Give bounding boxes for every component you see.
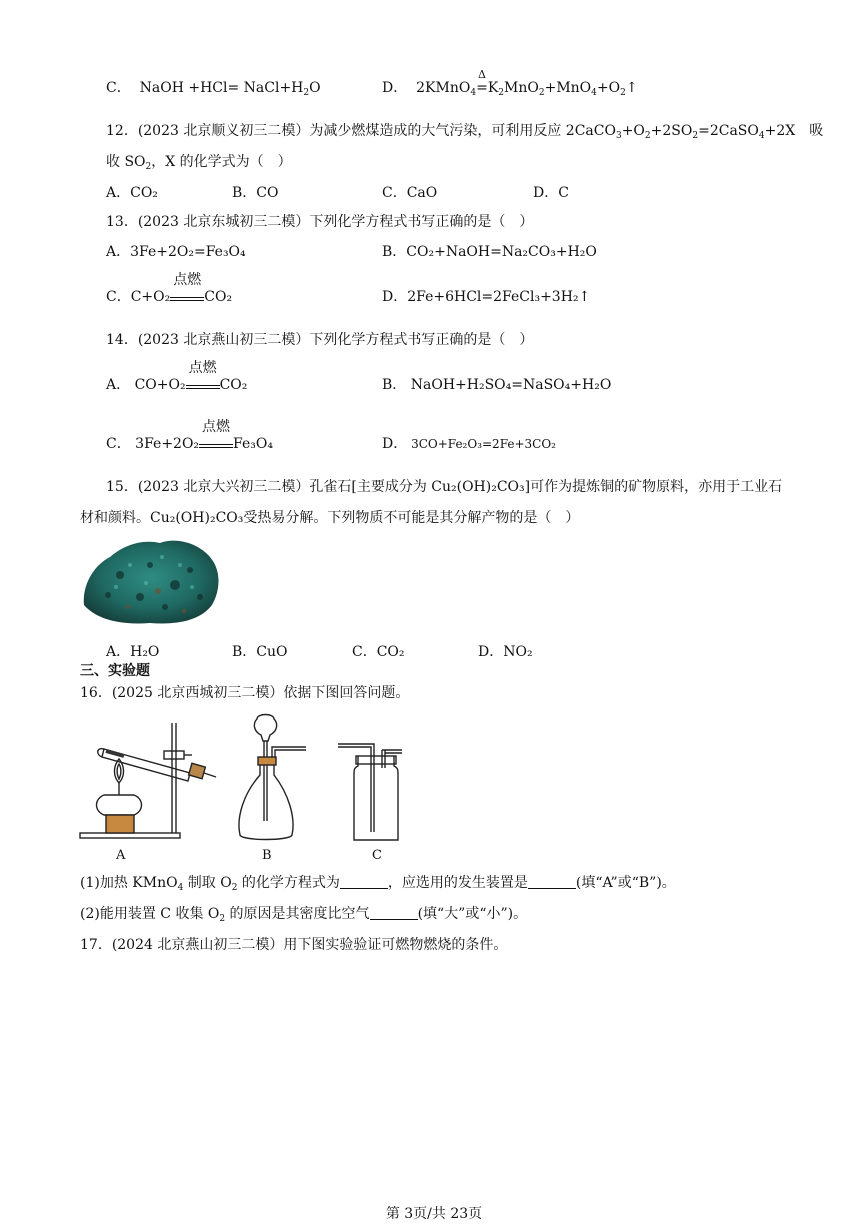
q13-option-a: A．3Fe+2O₂=Fe₃O₄ [106,244,246,260]
apparatus-c-diagram [336,740,406,844]
q13-stem: 13．(2023 北京东城初三二模）下列化学方程式书写正确的是（ ） [106,214,534,230]
q16-part1: (1)加热 KMnO$_4$ 制取 $O_2$ 的化学方程式为 ，应选用的发生装置是 (填“A”或“B”)。 [80,875,676,893]
page-footer: 第 3页/共 23页 [385,1206,483,1222]
q11-option-c: C． NaOH $+HCl= NaCl+H_2O$ [106,80,321,98]
q15-option-d: D．NO₂ [478,644,533,660]
answer-blank[interactable] [340,874,388,889]
q16-part2: (2)能用装置 C 收集 $O_2$ 的原因是其密度比空气 (填“大”或“小”)。 [80,906,528,924]
label-b: B [262,848,272,863]
answer-blank[interactable] [370,905,418,920]
q13-option-d: D．2Fe+6HCl=2FeCl₃+3H₂↑ [382,289,591,305]
q14-stem: 14．(2023 北京燕山初三二模）下列化学方程式书写正确的是（ ） [106,332,534,348]
section-heading: 三、实验题 [80,663,150,679]
q11-option-d: D． 2KMnO$_4$ Δ $=K_2MnO_2+MnO_4+O_2↑$ [382,68,638,98]
q12-option-a: A．CO₂ [106,185,158,201]
q14-option-a: A． CO+O₂ 点燃 CO₂ [106,360,248,393]
q15-option-a: A．H₂O [106,644,160,660]
q15-option-b: B．CuO [232,644,288,660]
q15-stem: 15．(2023 北京大兴初三二模）孔雀石[主要成分为 Cu₂(OH)₂CO₃]可作为提炼铜的矿物原料，亦用于工业石 [106,479,783,495]
label-c: C [372,848,382,863]
answer-blank[interactable] [528,874,576,889]
q15-option-c: C．CO₂ [352,644,405,660]
q17-stem: 17．(2024 北京燕山初三二模）用下图实验验证可燃物燃烧的条件。 [80,937,508,953]
q12-option-c: C．CaO [382,185,438,201]
q14-option-d: D． 3CO+Fe₂O₃=2Fe+3CO₂ [382,436,556,452]
q16-stem: 16．(2025 北京西城初三二模）依据下图回答问题。 [80,685,410,701]
q12-option-d: D．C [533,185,569,201]
malachite-image [80,535,222,627]
apparatus-b-diagram [232,713,316,845]
q13-option-c: C．C+O₂ 点燃 CO₂ [106,272,233,305]
q14-option-c: C． 3Fe+2O₂ 点燃 Fe₃O₄ [106,419,273,452]
q12-stem: 12．(2023 北京顺义初三二模）为减少燃煤造成的大气污染，可利用反应 $2CaCO_3+O_2+2SO_2=2CaSO_4+2X$ 吸 [106,123,824,141]
label-a: A [116,848,126,863]
q14-option-b: B． NaOH+H₂SO₄=NaSO₄+H₂O [382,377,612,393]
apparatus-a-diagram [76,715,224,845]
q15-stem-line2: 材和颜料。Cu₂(OH)₂CO₃受热易分解。下列物质不可能是其分解产物的是（ ） [80,510,580,526]
q12-stem-line2: 收 $SO_2$，X 的化学式为（ ） [106,154,292,172]
q12-option-b: B．CO [232,185,279,201]
q13-option-b: B．CO₂+NaOH=Na₂CO₃+H₂O [382,244,597,260]
